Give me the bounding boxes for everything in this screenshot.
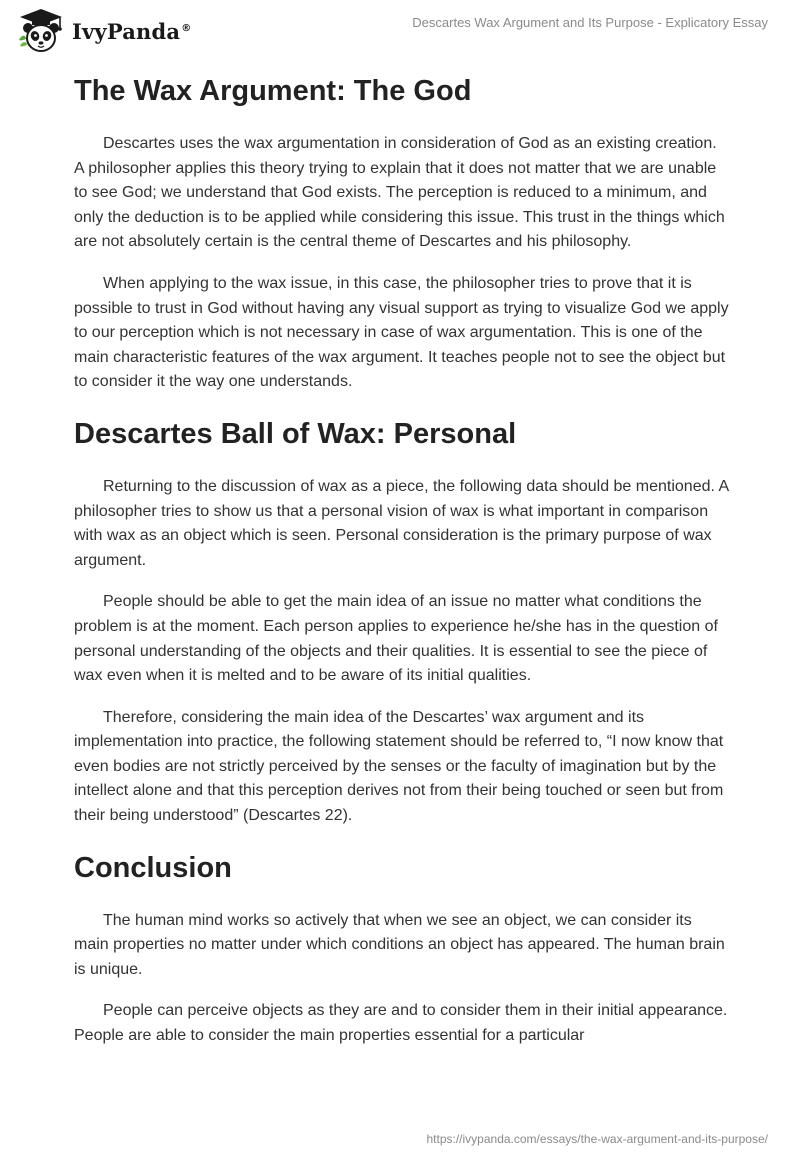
section-heading: Conclusion [74,851,232,884]
ivypanda-logo[interactable] [16,8,191,54]
document-title: Descartes Wax Argument and Its Purpose - Explicatory Essay [412,15,768,30]
paragraph: People should be able to get the main idea of an issue no matter what conditions the problem is at the moment. Each person applies to experience he/she has in the question of personal understanding of the objects and their qualities. It is essential to see the piece of wax even when it is melted and to be aware of its initial qualities. [74,593,718,685]
paragraph: People can perceive objects as they are and to consider them in their initial appearance. People are able to consider the main properties essential for a particular [74,1002,728,1045]
paragraph: When applying to the wax issue, in this case, the philosopher tries to prove that it is possible to trust in God without having any visual support as trying to visualize God we apply to our perception which is not necessary in case of wax argumentation. This is one of the main characteristic features of the wax argument. It teaches people not to see the object but to consider it the way one understands. [74,274,729,391]
source-url[interactable]: https://ivypanda.com/essays/the-wax-argument-and-its-purpose/ [426,1132,768,1146]
page-header [0,0,800,64]
logo-wordmark: IvyPanda® [72,18,192,44]
registered-mark: ® [181,22,192,34]
paragraph: Returning to the discussion of wax as a piece, the following data should be mentioned. A philosopher tries to show us that a personal vision of wax is what important in comparison with wax as an object which is seen. Personal consideration is the primary purpose of wax argument. [74,477,729,569]
paragraph: Therefore, considering the main idea of the Descartes’ wax argument and its implementation into practice, the following statement should be referred to, “I now know that even bodies are not strictly perceived by the senses or the faculty of imagination but by the intellect alone and that this perception derives not from their being touched or seen but from their being understood” (Descartes 22). [74,708,724,825]
paragraph: The human mind works so actively that when we see an object, we can consider its main properties no matter under which conditions an object has appeared. The human brain is unique. [74,911,725,978]
section-heading: The Wax Argument: The God [74,75,472,107]
section-heading: Descartes Ball of Wax: Personal [74,417,517,450]
essay-content [74,70,730,1049]
paragraph: Descartes uses the wax argumentation in consideration of God as an existing creation. A philosopher applies this theory trying to explain that it does not matter that we are unable to see God; we understand that God exists. The perception is reduced to a minimum, and only the deduction is to be applied while considering this issue. This trust in the things which are not absolutely certain is the central theme of Descartes and his philosophy. [74,135,725,251]
panda-graduate-icon [16,8,66,54]
